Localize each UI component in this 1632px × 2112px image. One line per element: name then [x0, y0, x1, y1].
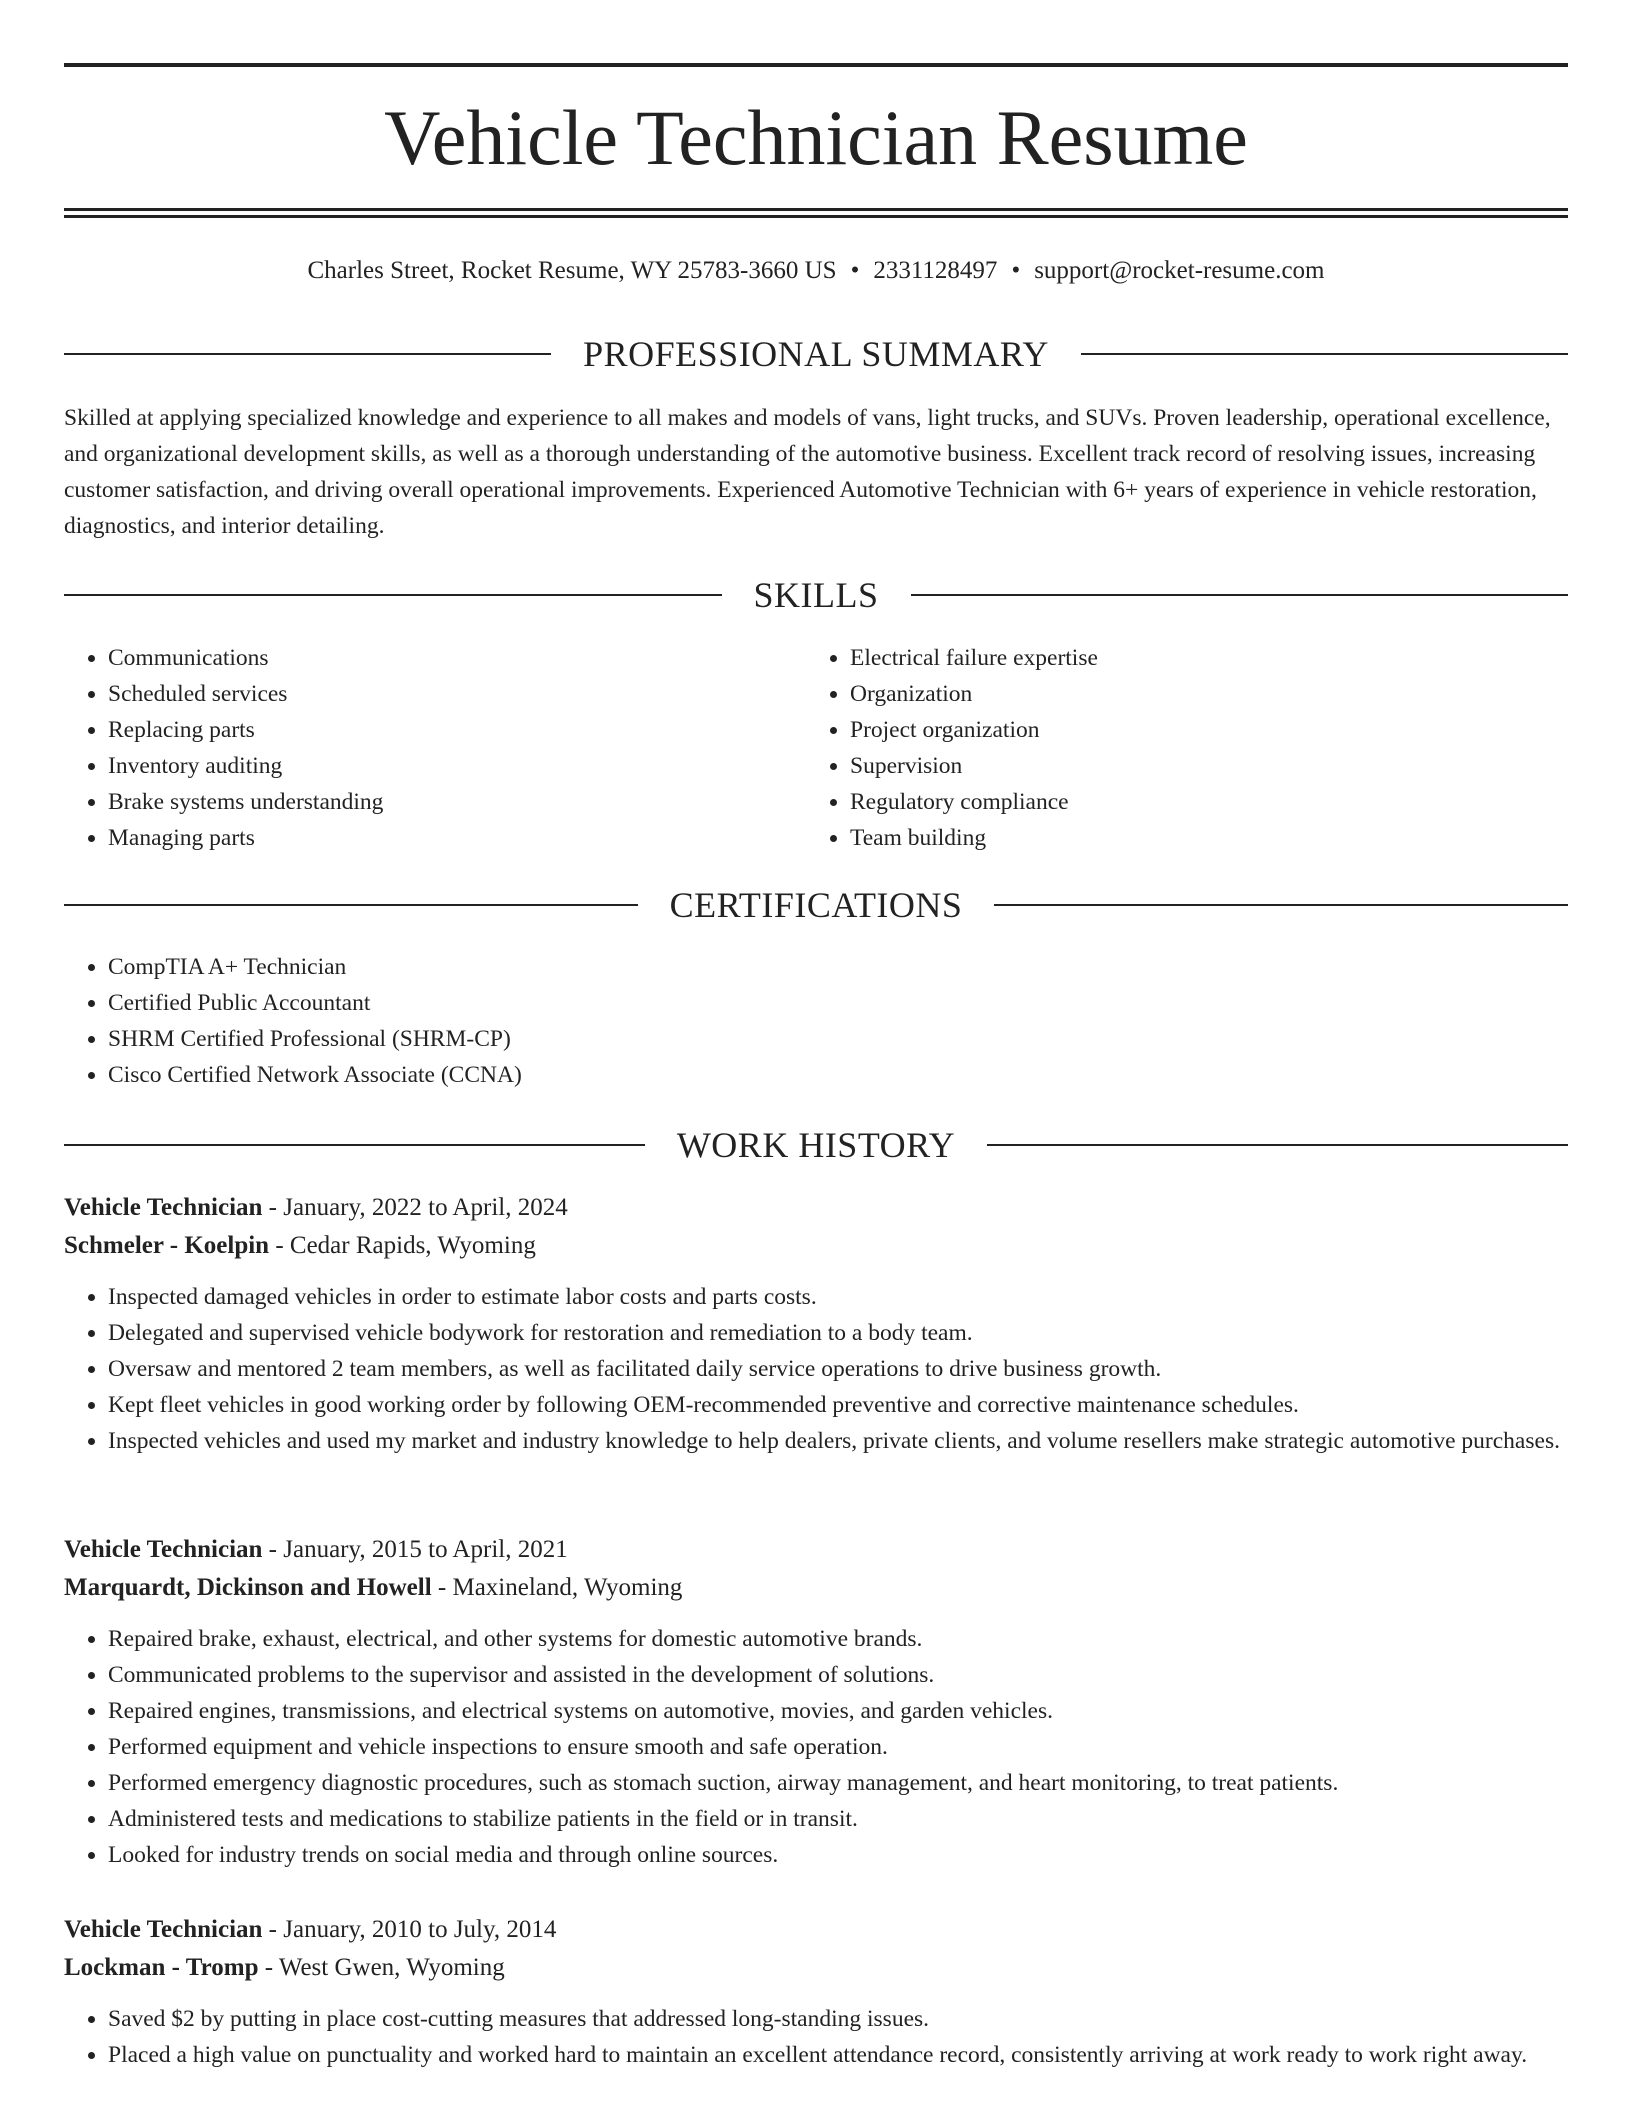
- section-title: PROFESSIONAL SUMMARY: [583, 334, 1049, 374]
- contact-line: [64, 254, 1568, 288]
- job-location: - Maxineland, Wyoming: [431, 1574, 683, 1601]
- job-duties: [64, 2001, 1568, 2073]
- double-rule: [64, 208, 1568, 218]
- divider-line: [994, 904, 1568, 906]
- job-title: Vehicle Technician: [64, 1536, 263, 1563]
- skills-column-left: [64, 640, 806, 856]
- skill-item: • Brake systems understanding: [108, 784, 806, 820]
- job-title: Vehicle Technician: [64, 1916, 263, 1943]
- top-rule: [64, 63, 1568, 67]
- section-header-certifications: [64, 883, 1568, 927]
- skill-item: • Replacing parts: [108, 712, 806, 748]
- job-duty-item: • Oversaw and mentored 2 team members, as well as facilitated daily service operations to drive business growth.: [108, 1351, 1568, 1387]
- job-company-line: [64, 1949, 1568, 1987]
- skill-item: • Organization: [850, 676, 1548, 712]
- skill-item: • Scheduled services: [108, 676, 806, 712]
- divider-line: [64, 904, 638, 906]
- job-dates: - January, 2015 to April, 2021: [262, 1536, 568, 1563]
- job-duty-item: • Kept fleet vehicles in good working order by following OEM-recommended preventive and corrective maintenance schedules.: [108, 1387, 1568, 1423]
- certification-item: • Cisco Certified Network Associate (CCNA): [108, 1057, 1568, 1093]
- contact-address: Charles Street, Rocket Resume, WY 25783-3660 US: [307, 257, 837, 284]
- skill-item: • Project organization: [850, 712, 1548, 748]
- job-title-line: [64, 1911, 1568, 1949]
- section-header-summary: [64, 332, 1568, 376]
- contact-separator: •: [850, 257, 860, 284]
- job-duties: [64, 1621, 1568, 1873]
- skill-item: • Inventory auditing: [108, 748, 806, 784]
- job-title-line: [64, 1189, 1568, 1227]
- skills-list: [64, 640, 1568, 856]
- job-duty-item: • Repaired engines, transmissions, and electrical systems on automotive, movies, and garden vehicles.: [108, 1693, 1568, 1729]
- summary-text: Skilled at applying specialized knowledge and experience to all makes and models of vans, light trucks, and SUVs. Proven leadership, operational excellence, and organizational development skills, as well as a thorough understanding of the automotive business. Excellent track record of resolving issues, increasing customer satisfaction, and driving overall operational improvements. Experienced Automotive Technician with 6+ years of experience in vehicle restoration, diagnostics, and interior detailing.: [64, 405, 1551, 539]
- job-company-line: [64, 1227, 1568, 1265]
- certification-item: • Certified Public Accountant: [108, 985, 1568, 1021]
- job-location: - Cedar Rapids, Wyoming: [269, 1232, 536, 1259]
- divider-line: [64, 353, 551, 355]
- skill-item: • Electrical failure expertise: [850, 640, 1548, 676]
- job-entry: [64, 1911, 1568, 2073]
- job-duty-item: • Saved $2 by putting in place cost-cutting measures that addressed long-standing issues.: [108, 2001, 1568, 2037]
- resume-title: Vehicle Technician Resume: [384, 94, 1248, 181]
- job-duty-item: • Administered tests and medications to stabilize patients in the field or in transit.: [108, 1801, 1568, 1837]
- skill-item: • Communications: [108, 640, 806, 676]
- job-duty-item: • Inspected vehicles and used my market and industry knowledge to help dealers, private clients, and volume resellers make strategic automotive purchases.: [108, 1423, 1568, 1459]
- certification-item: • SHRM Certified Professional (SHRM-CP): [108, 1021, 1568, 1057]
- certifications-list: [64, 949, 1568, 1093]
- job-dates: - January, 2010 to July, 2014: [262, 1916, 557, 1943]
- job-duty-item: • Performed equipment and vehicle inspections to ensure smooth and safe operation.: [108, 1729, 1568, 1765]
- divider-line: [987, 1144, 1568, 1146]
- divider-line: [911, 594, 1569, 596]
- certification-item: • CompTIA A+ Technician: [108, 949, 1568, 985]
- divider-line: [1081, 353, 1568, 355]
- job-company: Lockman - Tromp: [64, 1954, 259, 1981]
- job-title: Vehicle Technician: [64, 1194, 263, 1221]
- job-duty-item: • Looked for industry trends on social media and through online sources.: [108, 1837, 1568, 1873]
- contact-email: support@rocket-resume.com: [1034, 257, 1325, 284]
- job-company: Schmeler - Koelpin: [64, 1232, 270, 1259]
- skill-item: • Supervision: [850, 748, 1548, 784]
- contact-separator: •: [1011, 257, 1021, 284]
- divider-line: [64, 594, 722, 596]
- job-entry: [64, 1531, 1568, 1873]
- job-entry: [64, 1189, 1568, 1459]
- section-title: WORK HISTORY: [676, 1125, 956, 1165]
- skill-item: • Team building: [850, 820, 1548, 856]
- divider-line: [64, 1144, 645, 1146]
- section-title: CERTIFICATIONS: [669, 885, 963, 925]
- job-duty-item: • Placed a high value on punctuality and worked hard to maintain an excellent attendance record, consistently arriving at work ready to work right away.: [108, 2037, 1568, 2073]
- job-title-line: [64, 1531, 1568, 1569]
- job-duty-item: • Inspected damaged vehicles in order to estimate labor costs and parts costs.: [108, 1279, 1568, 1315]
- job-company: Marquardt, Dickinson and Howell: [64, 1574, 432, 1601]
- contact-phone: 2331128497: [873, 257, 998, 284]
- job-duty-item: • Delegated and supervised vehicle bodywork for restoration and remediation to a body team.: [108, 1315, 1568, 1351]
- skill-item: • Regulatory compliance: [850, 784, 1548, 820]
- job-duties: [64, 1279, 1568, 1459]
- section-title: SKILLS: [753, 575, 879, 615]
- skill-item: • Managing parts: [108, 820, 806, 856]
- skills-column-right: [806, 640, 1548, 856]
- job-duty-item: • Repaired brake, exhaust, electrical, and other systems for domestic automotive brands.: [108, 1621, 1568, 1657]
- job-duty-item: • Communicated problems to the supervisor and assisted in the development of solutions.: [108, 1657, 1568, 1693]
- job-company-line: [64, 1569, 1568, 1607]
- job-location: - West Gwen, Wyoming: [258, 1954, 505, 1981]
- section-header-skills: [64, 573, 1568, 617]
- section-header-work-history: [64, 1123, 1568, 1167]
- job-dates: - January, 2022 to April, 2024: [262, 1194, 568, 1221]
- job-duty-item: • Performed emergency diagnostic procedures, such as stomach suction, airway management, and heart monitoring, to treat patients.: [108, 1765, 1568, 1801]
